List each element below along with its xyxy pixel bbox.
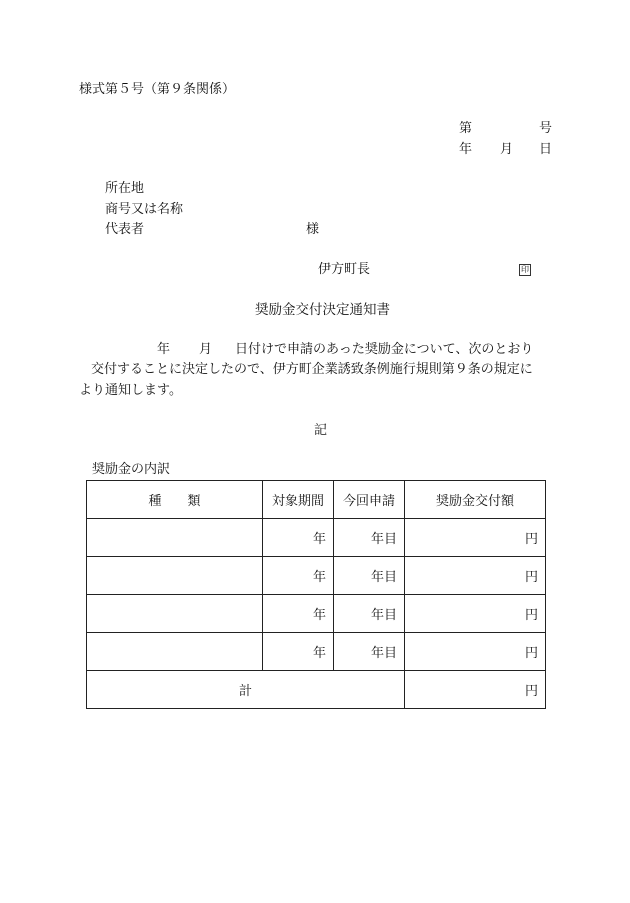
- issuer-title: 伊方町長: [318, 262, 371, 277]
- cell-amount: 円: [405, 519, 546, 557]
- cell-period: 年: [263, 519, 334, 557]
- date-day: 日: [539, 142, 553, 157]
- cell-period: 年: [263, 633, 334, 671]
- table-row: [87, 557, 546, 595]
- seal-mark: [519, 262, 531, 278]
- doc-number-suffix: 号: [539, 121, 553, 136]
- total-amount: 円: [405, 671, 546, 709]
- breakdown-table: [86, 480, 546, 709]
- table-caption: 奨励金の内訳: [92, 462, 171, 477]
- recipient-rep-label: 代表者: [105, 222, 145, 237]
- cell-current: 年目: [334, 633, 405, 671]
- body-year: 年: [157, 342, 171, 357]
- cell-period: 年: [263, 595, 334, 633]
- body-line1-rest: 日付けで申請のあった奨励金について、次のとおり: [235, 342, 534, 357]
- body-month: 月: [199, 342, 213, 357]
- cell-amount: 円: [405, 557, 546, 595]
- ki-mark: 記: [314, 423, 328, 438]
- total-label: 計: [87, 671, 405, 709]
- date-year: 年: [459, 142, 473, 157]
- recipient-name-label: 商号又は名称: [105, 202, 184, 217]
- cell-type: [87, 557, 263, 595]
- body-line3: より通知します。: [79, 383, 182, 398]
- table-row: [87, 519, 546, 557]
- header-type: 種 類: [87, 481, 263, 519]
- recipient-honorific: 様: [306, 222, 320, 237]
- cell-type: [87, 519, 263, 557]
- cell-current: 年目: [334, 519, 405, 557]
- cell-type: [87, 633, 263, 671]
- cell-current: 年目: [334, 557, 405, 595]
- header-amount: 奨励金交付額: [405, 481, 546, 519]
- document-title: 奨励金交付決定通知書: [255, 302, 390, 318]
- cell-amount: 円: [405, 633, 546, 671]
- table-header-row: [87, 481, 546, 519]
- cell-current: 年目: [334, 595, 405, 633]
- body-line2: 交付することに決定したので、伊方町企業誘致条例施行規則第９条の規定に: [91, 362, 533, 377]
- cell-period: 年: [263, 557, 334, 595]
- table-total-row: [87, 671, 546, 709]
- form-number: 様式第５号（第９条関係）: [79, 82, 236, 97]
- header-current: 今回申請: [334, 481, 405, 519]
- date-month: 月: [500, 142, 514, 157]
- cell-amount: 円: [405, 595, 546, 633]
- table-row: [87, 595, 546, 633]
- doc-number-prefix: 第: [459, 121, 473, 136]
- recipient-address-label: 所在地: [105, 181, 145, 196]
- cell-type: [87, 595, 263, 633]
- header-period: 対象期間: [263, 481, 334, 519]
- table-row: [87, 633, 546, 671]
- seal-icon: 印: [521, 264, 529, 274]
